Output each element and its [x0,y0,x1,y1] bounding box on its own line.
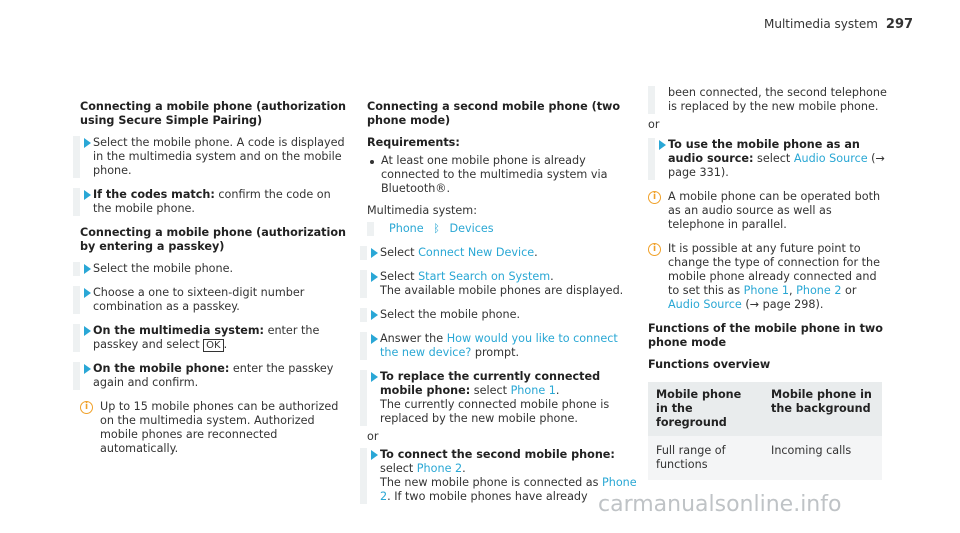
arrow-icon [84,138,91,148]
functions-table [648,382,882,480]
menu-item-phone-1: Phone 1 [743,284,789,297]
page-header [764,17,913,32]
step-text: . If two mobile phones have already [387,490,588,503]
step [73,188,350,216]
arrow-icon [84,364,91,374]
arrow-icon [84,288,91,298]
section-heading: Functions of the mobile phone in two phone mode [648,322,883,349]
menu-item-audio-source: Audio Source [668,298,742,311]
bluetooth-icon: ᛒ [433,222,440,235]
step [648,138,888,180]
arrow-icon [84,326,91,336]
column-1 [80,100,350,466]
step-text: enter the passkey again and confirm. [93,362,334,389]
step-text: Select [380,246,419,259]
note [648,190,888,232]
requirements-label: Requirements: [367,136,460,149]
table-header: Mobile phone in the background [763,382,882,436]
note-text: Up to 15 mobile phones can be authorized on the multimedia system. Authorized mobile phones are reconnected automatically. [100,400,339,455]
table-header: Mobile phone in the foreground [648,382,763,436]
or-label: or [367,430,379,443]
step [360,308,637,322]
menu-item-phone-1: Phone 1 [510,384,556,397]
arrow-icon [371,310,378,320]
note-text: It is possible at any future point to change the type of connection for the mobile phone already connected and to set this as [668,242,881,297]
subsection-heading: Functions overview [648,358,771,371]
arrow-icon [371,272,378,282]
step-condition: On the mobile phone: [93,362,230,375]
step: To connect the second mobile phone: select Phone 2. The new mobile phone is connected as Phone 2. If two mobile phones have already [360,448,637,504]
requirement-item: At least one mobile phone is already connected to the multimedia system via Bluetooth®. [367,154,637,196]
step: On the multimedia system: enter the passkey and select OK . [73,324,350,352]
note-text: or [841,284,857,297]
menu-path [367,222,637,236]
continued-text: been connected, the second telephone is replaced by the new mobile phone. [648,86,888,114]
arrow-icon [371,450,378,460]
column-2 [367,100,637,514]
step-condition: To connect the second mobile phone: [380,448,615,461]
step-condition: If the codes match: [93,188,215,201]
step: Select Connect New Device. [360,246,637,260]
step-condition: To replace the currently connected mobile phone: [380,370,601,397]
step-text: (→ page 331). [668,152,885,179]
step-text: confirm the code on the mobile phone. [93,188,331,215]
arrow-icon [371,248,378,258]
menu-item-phone-2: Phone 2 [796,284,842,297]
arrow-icon [84,264,91,274]
menu-item-audio-source: Audio Source [793,152,868,165]
info-icon: i [80,401,93,414]
arrow-icon [371,334,378,344]
menu-item-phone-2: Phone 2 [380,476,637,503]
arrow-icon [659,140,666,150]
step-text: enter the passkey and select [93,324,320,351]
prompt-text: How would you like to connect the new device? [380,332,618,359]
step-text: The currently connected mobile phone is replaced by the new mobile phone. [380,398,610,425]
menu-path-label: Multimedia system: [367,204,477,217]
page-number: 297 [885,17,914,32]
step [360,332,637,360]
step [73,286,350,314]
table-cell: Incoming calls [763,436,882,480]
step: Select Start Search on System. The available mobile phones are displayed. [360,270,637,298]
step-text: Answer the [380,332,447,345]
step-condition: On the multimedia system: [93,324,265,337]
note-text: A mobile phone can be operated both as an audio source as well as telephone in parallel. [668,190,881,231]
step-text: select [380,462,417,475]
menu-item-phone-2: Phone 2 [416,462,463,475]
menu-devices: Devices [449,222,494,235]
arrow-icon [371,372,378,382]
step [73,362,350,390]
menu-phone: Phone [389,222,424,235]
section-title: Multimedia system [764,17,878,31]
or-label: or [648,118,660,131]
note [648,242,888,312]
note-text: (→ page 298). [741,298,824,311]
step-condition: To use the mobile phone as an audio source: [668,138,860,165]
info-icon: i [648,191,661,204]
info-icon: i [648,243,661,256]
step-text: select [753,152,794,165]
section-heading: Connecting a mobile phone (authorization using Secure Simple Pairing) [80,100,347,127]
section-heading: Connecting a mobile phone (authorization by entering a passkey) [80,226,347,253]
step-text: prompt. [471,346,520,359]
arrow-icon [84,190,91,200]
menu-item-connect-new-device: Connect New Device [418,246,535,259]
step-text: Select the mobile phone. A code is displayed in the multimedia system and on the mobile phone. [93,136,345,177]
note-text: , [789,284,797,297]
step-text: Select the mobile phone. [380,308,521,321]
step-text: The new mobile phone is connected as [380,476,602,489]
ok-key-icon: OK [203,339,223,352]
table-cell: Full range of functions [648,436,763,480]
section-heading: Connecting a second mobile phone (two phone mode) [367,100,621,127]
step-text: Select the mobile phone. [93,262,234,275]
watermark: carmanualsonline.info [598,492,842,517]
note [80,400,350,456]
step [73,262,350,276]
step-text: The available mobile phones are displayed. [380,284,624,297]
menu-item-start-search: Start Search on System [418,270,551,283]
step-text: Select [380,270,419,283]
step: To replace the currently connected mobile phone: select Phone 1. The currently connected mobile phone is replaced by the new mobile phone. [360,370,637,426]
table-row [648,436,882,480]
step-text: select [470,384,511,397]
step-text: Choose a one to sixteen-digit number combination as a passkey. [93,286,305,313]
column-3 [648,86,888,480]
step [73,136,350,178]
